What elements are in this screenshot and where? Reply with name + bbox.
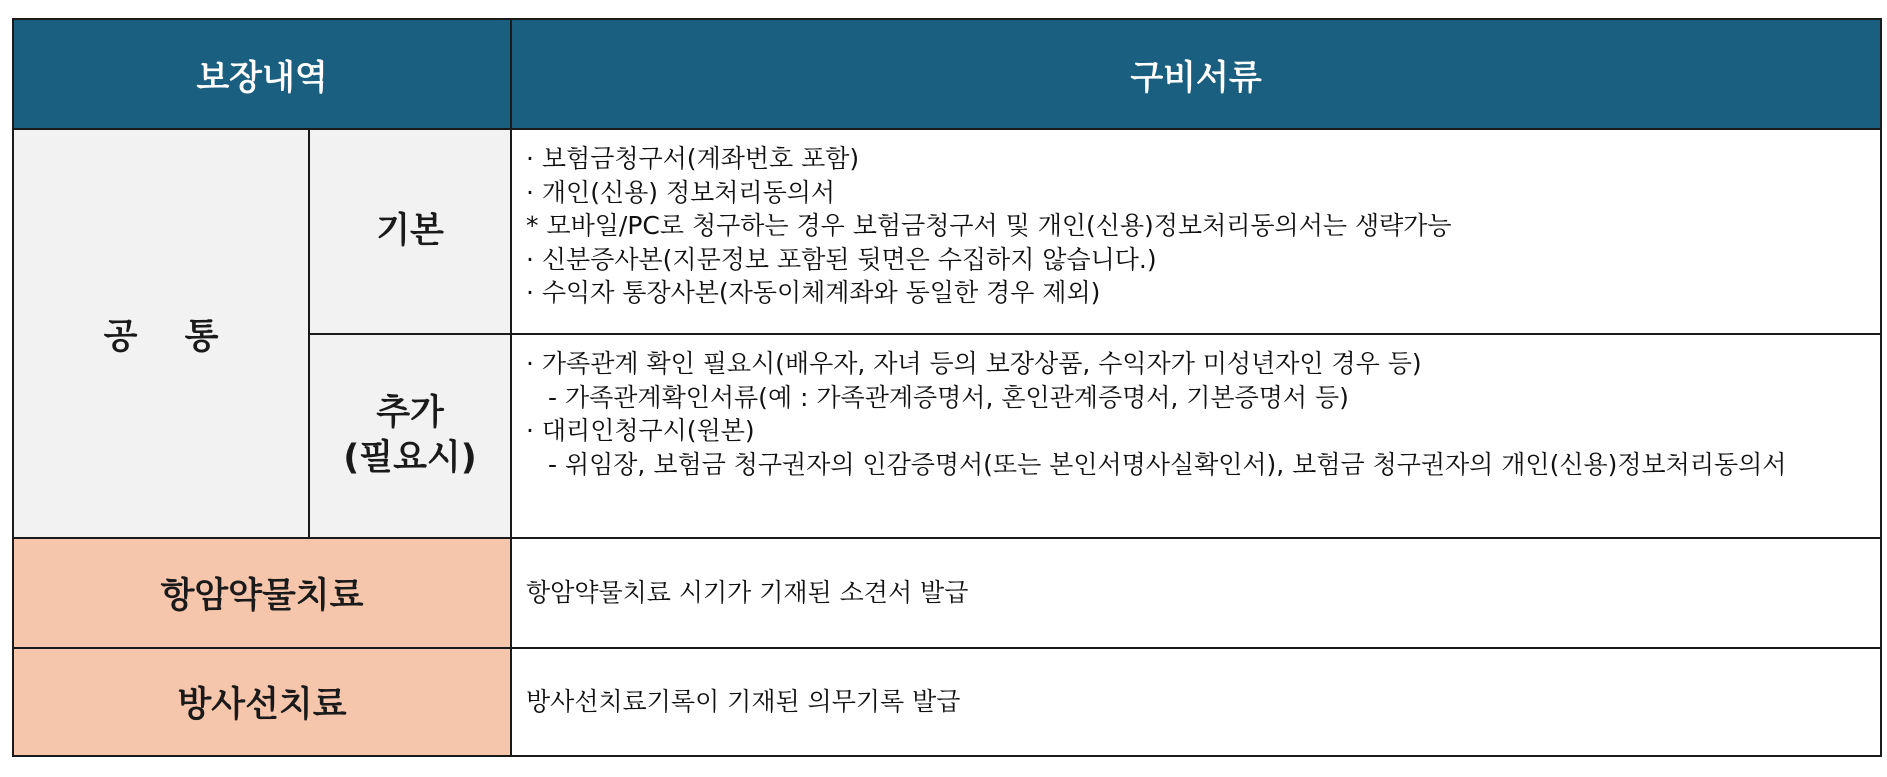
radiation-row <box>13 648 1881 756</box>
additional-doc-subline: - 가족관계확인서류(예 : 가족관계증명서, 혼인관계증명서, 기본증명서 등) <box>548 382 1349 412</box>
additional-doc-line: · 대리인청구시(원본) <box>526 416 755 445</box>
anticancer-document: 항암약물치료 시기가 기재된 소견서 발급 <box>511 538 1881 648</box>
basic-documents-cell <box>511 129 1881 334</box>
additional-doc-subline: - 위임장, 보험금 청구권자의 인감증명서(또는 본인서명사실확인서), 보험금 청구권자의 개인(신용)정보처리동의서 <box>548 449 1787 479</box>
basic-doc-line: * 모바일/PC로 청구하는 경우 보험금청구서 및 개인(신용)정보처리동의서는 생략가능 <box>526 211 1452 240</box>
basic-label-cell <box>309 129 511 334</box>
common-label-cell <box>13 129 309 538</box>
anticancer-row <box>13 538 1881 648</box>
additional-label-line2: (필요시) <box>343 438 477 478</box>
basic-doc-line: · 보험금청구서(계좌번호 포함) <box>526 144 860 173</box>
basic-doc-line: · 개인(신용) 정보처리동의서 <box>526 177 836 207</box>
common-label: 공 통 <box>103 316 236 357</box>
basic-doc-line: · 신분증사본(지문정보 포함된 뒷면은 수집하지 않습니다.) <box>526 244 1157 274</box>
header-row <box>13 19 1881 129</box>
additional-doc-line: · 가족관계 확인 필요시(배우자, 자녀 등의 보장상품, 수익자가 미성년자인 경우 등) <box>526 349 1422 378</box>
additional-label-line1: 추가 <box>376 393 444 434</box>
header-coverage: 보장내역 <box>13 19 511 129</box>
common-basic-row <box>13 129 1881 334</box>
additional-label-cell <box>309 334 511 538</box>
documents-table <box>12 18 1882 757</box>
basic-label: 기본 <box>376 211 444 252</box>
radiation-label: 방사선치료 <box>13 648 511 756</box>
radiation-document: 방사선치료기록이 기재된 의무기록 발급 <box>511 648 1881 756</box>
additional-documents-cell <box>511 334 1881 538</box>
anticancer-label: 항암약물치료 <box>13 538 511 648</box>
basic-doc-line: · 수익자 통장사본(자동이체계좌와 동일한 경우 제외) <box>526 278 1101 307</box>
header-documents: 구비서류 <box>511 19 1881 129</box>
